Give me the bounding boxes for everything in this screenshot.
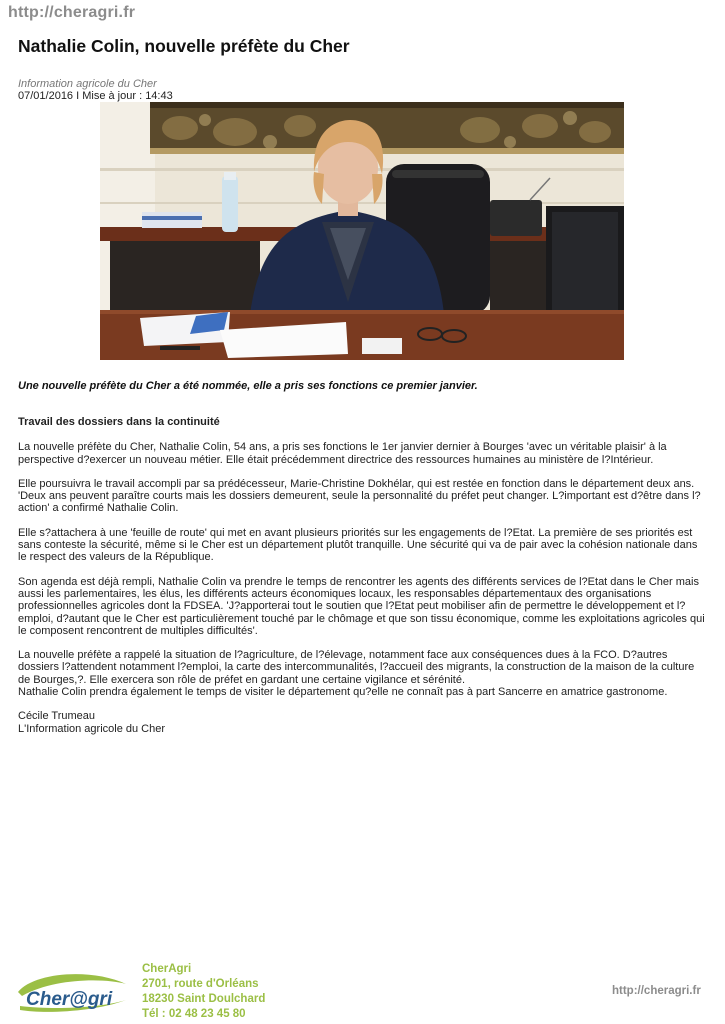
footer-phone: Tél : 02 48 23 45 80 (142, 1008, 246, 1020)
footer-company: CherAgri (142, 963, 192, 975)
article-subheading: Travail des dossiers dans la continuité (18, 416, 220, 428)
footer-address-line1: 2701, route d'Orléans (142, 978, 259, 990)
article-publication: L'Information agricole du Cher (18, 722, 166, 735)
article-paragraph: La nouvelle préfète a rappelé la situation de l?agriculture, de l?élevage, notamment face aux conséquences dues à la FCO. D?autres dossiers l?attendent notamment l?emploi, la carte des intercommunalités, l?accueil des migrants, la construction de la maison de la culture de Bourges,?. Elle exercera son rôle de préfet en gardant une certaine vigilance et sérénité. (18, 649, 695, 686)
article-paragraph: Son agenda est déjà rempli, Nathalie Colin va prendre le temps de rencontrer les agents des différents services de l?Etat dans le Cher mais aussi les parlementaires, les élus, les différents acteurs économiques locaux, les responsables départementaux des organisations professionnelles agricoles dont la FDSEA. 'J?apporterai tout le soutien que l?Etat peut mobiliser afin de permettre le développement et l?emploi, d?autant que le Cher est particulièrement touché par le chômage et que son tissu économique, comme les exploitations agricoles qui le composent rencontrent de multiples difficultés'. (18, 575, 705, 637)
footer-address-line2: 18230 Saint Doulchard (142, 993, 266, 1005)
photo-caption: Une nouvelle préfète du Cher a été nommée, elle a pris ses fonctions ce premier janvier. (18, 380, 478, 392)
logo-text: Cher@gri (26, 989, 113, 1010)
article-title: Nathalie Colin, nouvelle préfète du Cher (18, 36, 350, 56)
article-body (18, 416, 708, 735)
article-photo (100, 102, 624, 360)
article-paragraph: Elle poursuivra le travail accompli par sa prédécesseur, Marie-Christine Dokhélar, qui est restée en fonction dans le département deux ans. 'Deux ans peuvent paraître courts mais les dossiers demeurent, seule la personnalité du préfet peut changer. L?important est d?être dans l?action' a confirmé Nathalie Colin. (18, 477, 701, 515)
header-site-url[interactable]: http://cheragri.fr (8, 4, 136, 21)
article-paragraph: Elle s?attachera à une 'feuille de route' qui met en avant plusieurs priorités sur les engagements de l?Etat. La première de ses priorités est sans conteste la sécurité, même si le Cher est un département plutôt tranquille. Une sécurité qui va de pair avec la cohésion nationale dans le respect des valeurs de la République. (18, 526, 698, 564)
cheragri-logo (14, 970, 134, 1014)
article-closing: Nathalie Colin prendra également le temps de visiter le département qu?elle ne connaît pas à part Sancerre en amatrice gastronome. (18, 686, 668, 699)
article-paragraph: La nouvelle préfète du Cher, Nathalie Colin, 54 ans, a pris ses fonctions le 1er janvier dernier à Bourges 'avec un véritable plaisir' à la perspective d?exercer un nouveau métier. Elle était précédemment directrice des ressources humaines au ministère de l?Intérieur. (18, 441, 667, 466)
article-source: Information agricole du Cher (18, 78, 157, 90)
article-date: 07/01/2016 I Mise à jour : 14:43 (18, 90, 173, 102)
footer-address (142, 962, 265, 1022)
footer-site-url[interactable]: http://cheragri.fr (612, 985, 701, 997)
article-author: Cécile Trumeau (18, 710, 96, 723)
article-signature (18, 710, 708, 735)
